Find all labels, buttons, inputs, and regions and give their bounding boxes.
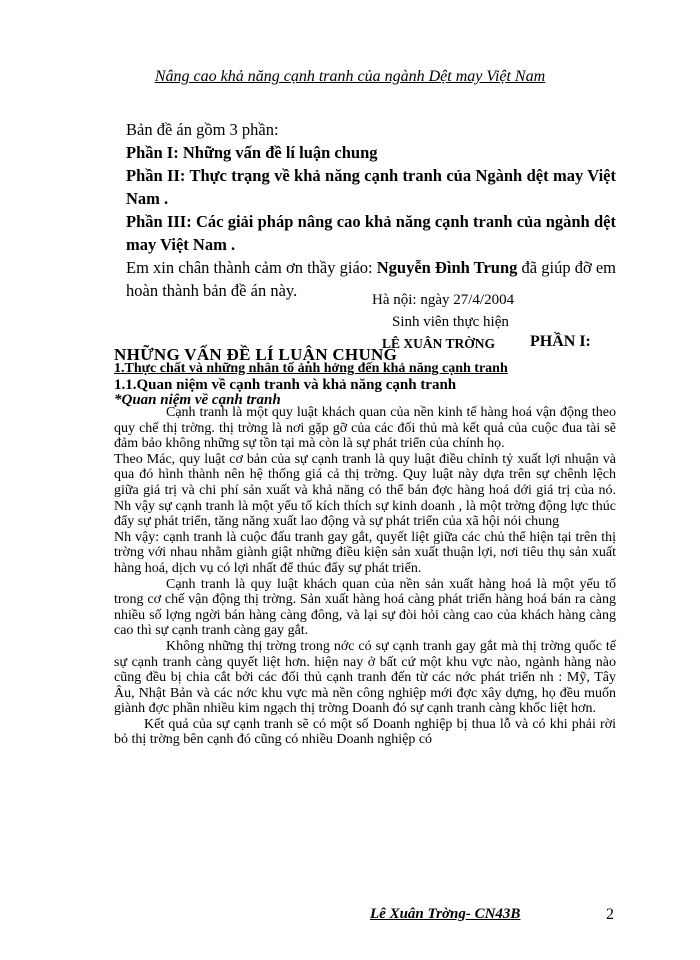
paragraph-6: Kết quả của sự cạnh tranh sẽ có một số Doanh nghiệp bị thua lỗ và có khi phải rời bỏ thị trờng bên cạnh đó cũng có nhiều Doanh nghiệp có xyxy=(114,716,616,748)
header-title: Nâng cao khả năng cạnh tranh của ngành Dệt may Việt Nam xyxy=(154,68,546,85)
intro-part-2: Phần II: Thực trạng về khả năng cạnh tranh của Ngành dệt may Việt Nam . xyxy=(126,166,616,208)
footer-author: Lê Xuân Trờng- CN43B xyxy=(370,906,521,922)
page-header xyxy=(0,68,700,86)
section-heading: NHỮNG VẤN ĐỀ LÍ LUẬN CHUNG xyxy=(114,345,398,364)
signature-name: LÊ XUÂN TRỜNG xyxy=(382,336,496,351)
body-text xyxy=(114,405,616,748)
subheading-1: 1.Thực chất và những nhân tố ảnh hởng đến khả năng cạnh tranh xyxy=(114,361,508,376)
teacher-name: Nguyễn Đình Trung xyxy=(376,258,518,277)
part-label: PHẦN I: xyxy=(530,333,591,350)
intro-thanks xyxy=(126,256,616,302)
paragraph-3: Nh vậy: cạnh tranh là cuộc đấu tranh gay gắt, quyết liệt giữa các chủ thể hiện tại trên thị trờng với nhau nhằm giành giật những điều kiện sản xuất thuận lợi, nơi tiêu thụ sản xuất hàng hoá, dịch vụ có lợi nhất để thúc đẩy sự phát triển. xyxy=(114,529,616,576)
intro-line: Bản đề án gồm 3 phần: xyxy=(126,120,279,139)
signature-role: Sinh viên thực hiện xyxy=(392,314,509,330)
page-footer xyxy=(370,906,520,923)
subheading-2: 1.1.Quan niệm về cạnh tranh và khả năng cạnh tranh xyxy=(114,377,457,393)
page-number: 2 xyxy=(606,906,614,923)
paragraph-1: Cạnh tranh là một quy luật khách quan của nền kinh tế hàng hoá vận động theo quy chế thị trờng. thị trờng là nơi gặp gỡ của các đối thủ mà kết quả của cuộc đua tài sẽ đảm bảo không những sự tồn tại mà còn là sự phát triển của chính họ. xyxy=(114,405,616,452)
thanks-after: đã giúp đỡ em hoàn thành bản đề án này. xyxy=(126,258,616,300)
intro-part-3: Phần III: Các giải pháp nâng cao khả năng cạnh tranh của ngành dệt may Việt Nam . xyxy=(126,212,616,254)
paragraph-4: Cạnh tranh là quy luật khách quan của nền sản xuất hàng hoá là một yếu tố trong cơ chế vận động thị trờng. Sản xuất hàng hoá càng phát triển hàng hoá bán ra càng nhiều số lợng ngời bán hàng càng đông, và lại sự đòi hỏi càng cao của khách hàng càng cao thì sự cạnh tranh càng gay gắt. xyxy=(114,576,616,639)
paragraph-2: Theo Mác, quy luật cơ bản của sự cạnh tranh là quy luật điều chỉnh tỷ xuất lợi nhuận và qua đó hình thành nên hệ thống giá cả thị trờng. Quy luật này dựa trên sự chênh lệch giữa giá trị và chi phí sản xuất và khả năng có thể bán đợc hàng hoá dới giá trị của nó. Nh vậy sự cạnh tranh là một yếu tố kích thích sự kinh doanh , là một trờng động lực thúc đẩy sự phát triển, tăng năng xuất lao động và sự phát triển của xã hội nói chung xyxy=(114,451,616,530)
signature-date: Hà nội: ngày 27/4/2004 xyxy=(372,292,515,308)
paragraph-5: Không những thị trờng trong nớc có sự cạnh tranh gay gắt mà thị trờng quốc tế sự cạnh tranh càng quyết liệt hơn. hiện nay ở bất cứ một khu vực nào, ngành hàng nào cũng đều bị chia cắt bởi các đối thủ cạnh tranh đến từ các nớc phát triển nh : Mỹ, Tây Âu, Nhật Bản và các nớc khu vực mà nền công nghiệp mới đợc xây dựng, họ đều muốn giành đợc phần nhiều kim ngạch thị trờng Doanh đó sự cạnh tranh càng khốc liệt hơn. xyxy=(114,638,616,717)
subheading-3: *Quan niệm về cạnh tranh xyxy=(114,392,281,408)
intro-part-1: Phần I: Những vấn đề lí luận chung xyxy=(126,143,378,162)
thanks-before: Em xin chân thành cảm ơn thầy giáo: xyxy=(126,258,377,277)
